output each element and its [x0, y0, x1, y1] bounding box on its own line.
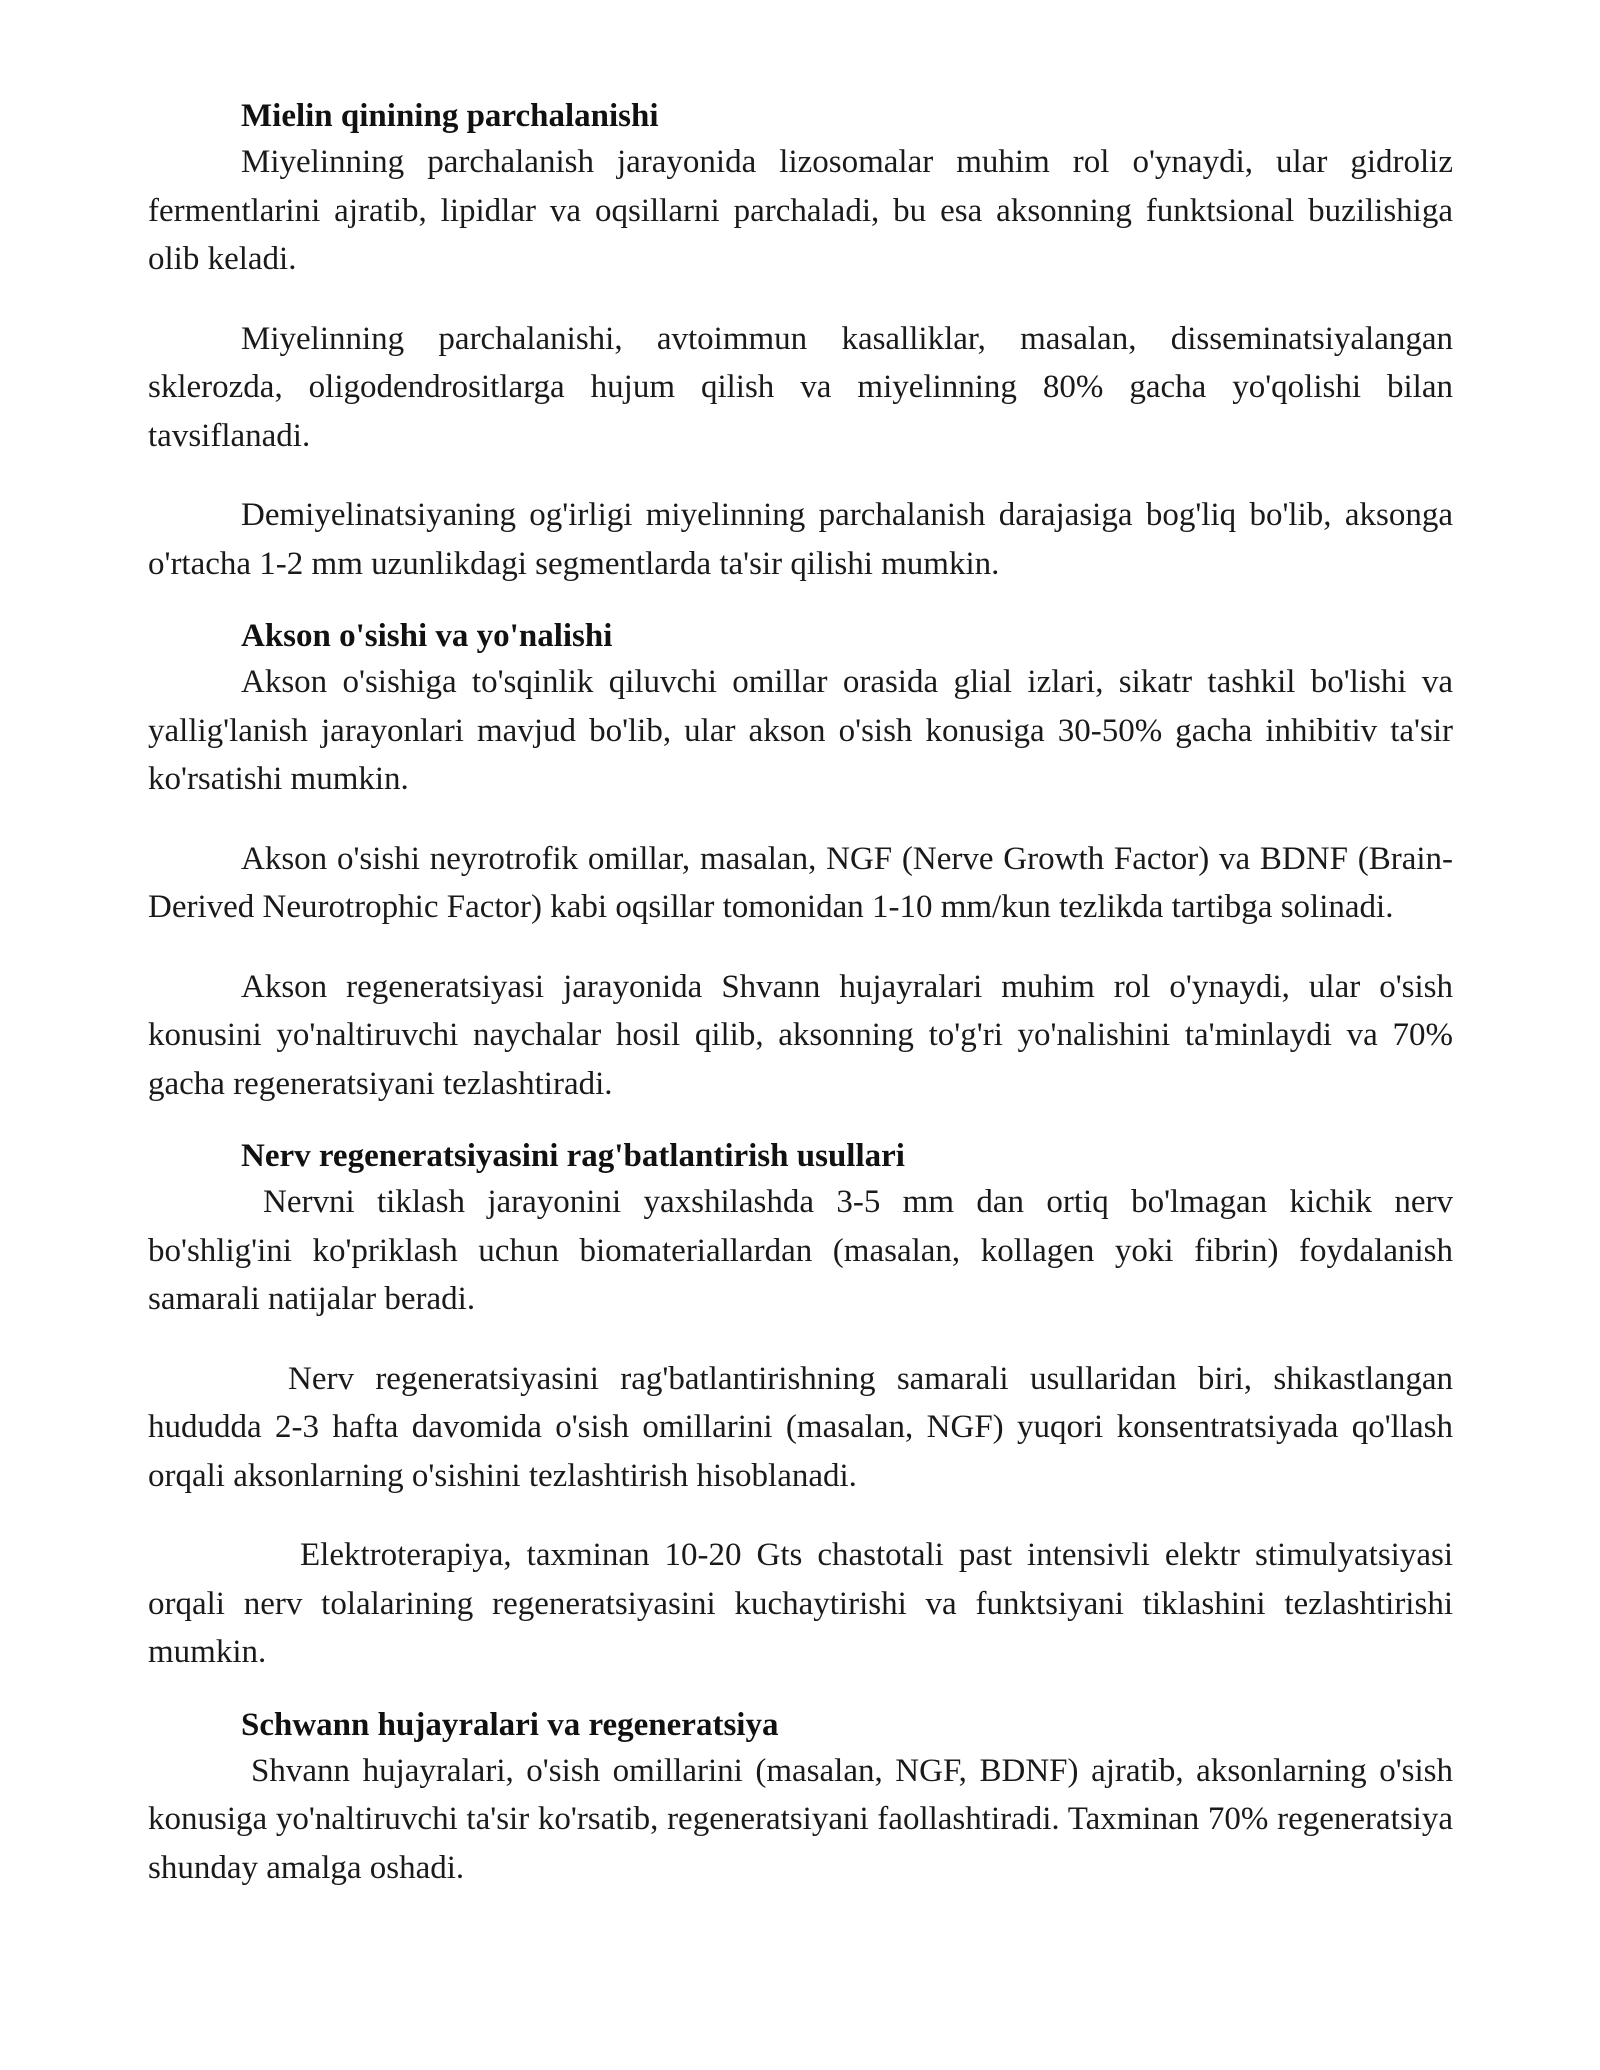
section-schwann-cells — [148, 1703, 1453, 1893]
section-heading: Schwann hujayralari va regeneratsiya — [241, 1706, 779, 1743]
paragraph: Akson o'sishiga to'sqinlik qiluvchi omillar orasida glial izlari, sikatr tashkil bo'lishi va yallig'lanish jarayonlari mavjud bo'lib, ular akson o'sish konusiga 30-50% gacha inhibitiv ta'sir ko'rsatishi mumkin. — [148, 664, 1453, 797]
section-heading: Akson o'sishi va yo'nalishi — [241, 618, 613, 654]
paragraph: Shvann hujayralari, o'sish omillarini (masalan, NGF, BDNF) ajratib, aksonlarning o'sish konusiga yo'naltiruvchi ta'sir ko'rsatib, regeneratsiyani faollashtiradi. Taxminan 70% regeneratsiya shunday amalga oshadi. — [148, 1752, 1453, 1886]
section-axon-growth — [148, 614, 1453, 1108]
paragraph: Elektroterapiya, taxminan 10-20 Gts chastotali past intensivli elektr stimulyatsiyasi orqali nerv tolalarining regeneratsiyasini kuchaytirishi va funktsiyani tiklashini tezlashtirishi mumkin. — [148, 1537, 1453, 1670]
paragraph: Miyelinning parchalanish jarayonida lizosomalar muhim rol o'ynaydi, ular gidroliz fermentlarini ajratib, lipidlar va oqsillarni parchaladi, bu esa aksonning funktsional buzilishiga olib keladi. — [148, 144, 1453, 277]
document-body — [148, 94, 1453, 1892]
section-heading: Nerv regeneratsiyasini rag'batlantirish usullari — [241, 1138, 905, 1174]
paragraph: Nerv regeneratsiyasini rag'batlantirishning samarali usullaridan biri, shikastlangan hududda 2-3 hafta davomida o'sish omillarini (masalan, NGF) yuqori konsentratsiyada qo'llash orqali aksonlarning o'sishini tezlashtirish hisoblanadi. — [148, 1360, 1453, 1494]
paragraph: Nervni tiklash jarayonini yaxshilashda 3-5 mm dan ortiq bo'lmagan kichik nerv bo'shlig'ini ko'priklash uchun biomateriallardan (masalan, kollagen yoki fibrin) foydalanish samarali natijalar beradi. — [148, 1184, 1453, 1317]
paragraph: Demiyelinatsiyaning og'irligi miyelinning parchalanish darajasiga bog'liq bo'lib, aksonga o'rtacha 1-2 mm uzunlikdagi segmentlarda ta'sir qilishi mumkin. — [148, 497, 1453, 582]
paragraph: Akson o'sishi neyrotrofik omillar, masalan, NGF (Nerve Growth Factor) va BDNF (Brain-Derived Neurotrophic Factor) kabi oqsillar tomonidan 1-10 mm/kun tezlikda tartibga solinadi. — [148, 840, 1453, 925]
section-myelin-breakdown — [148, 94, 1453, 588]
section-spacer — [148, 1108, 1453, 1134]
paragraph: Akson regeneratsiyasi jarayonida Shvann hujayralari muhim rol o'ynaydi, ular o'sish konusini yo'naltiruvchi naychalar hosil qilib, aksonning to'g'ri yo'nalishini ta'minlaydi va 70% gacha regeneratsiyani tezlashtiradi. — [148, 968, 1453, 1102]
section-spacer — [148, 588, 1453, 614]
section-heading: Mielin qinining parchalanishi — [241, 98, 659, 134]
section-spacer — [148, 1677, 1453, 1703]
paragraph: Miyelinning parchalanishi, avtoimmun kasalliklar, masalan, disseminatsiyalangan sklerozda, oligodendrositlarga hujum qilish va miyelinning 80% gacha yo'qolishi bilan tavsiflanadi. — [148, 320, 1453, 454]
section-nerve-regeneration-methods — [148, 1134, 1453, 1677]
